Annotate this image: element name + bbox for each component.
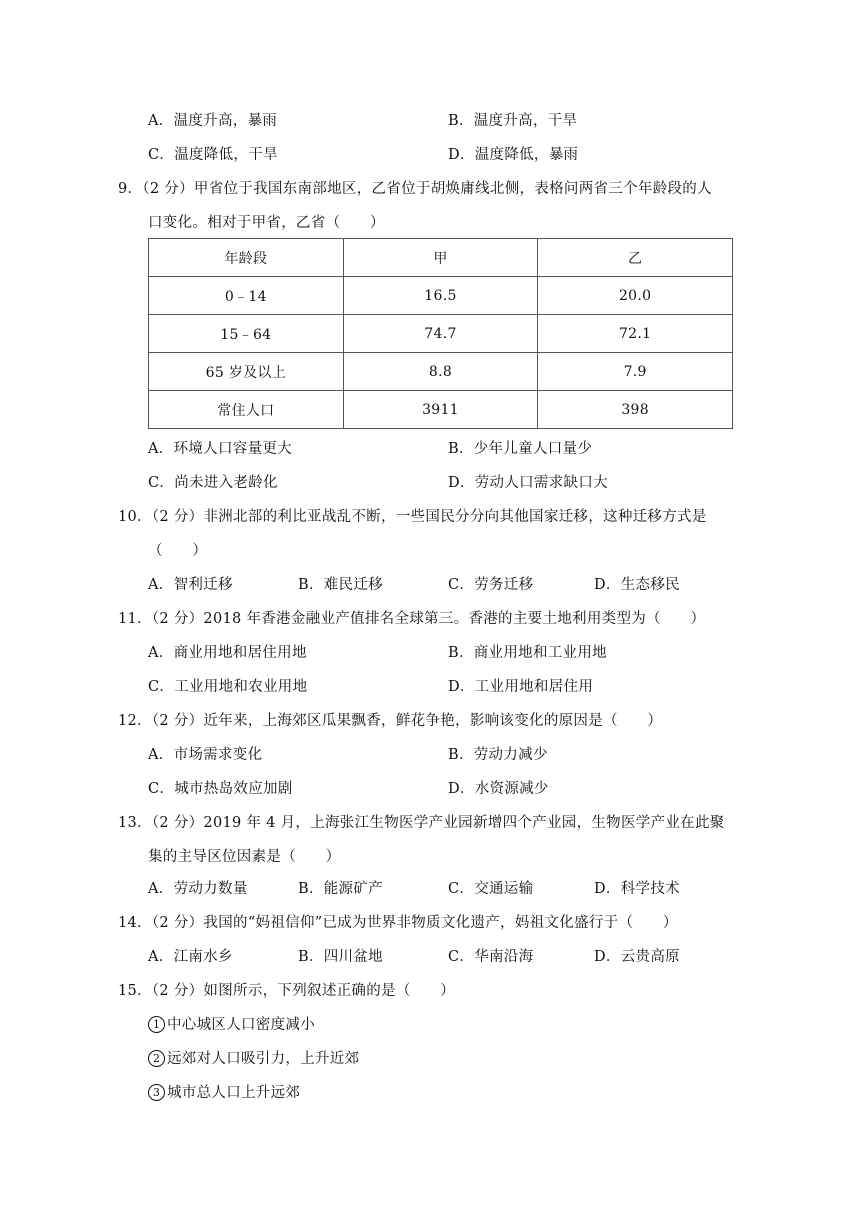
table-cell: 常住人口 <box>149 391 344 429</box>
table-cell: 74.7 <box>343 315 538 353</box>
q10-option-a: A．智利迁移 <box>148 577 233 593</box>
table-header-cell: 甲 <box>343 239 538 277</box>
q8-option-d: D．温度降低，暴雨 <box>448 147 579 163</box>
q9-stem-line1: 9．（2 分）甲省位于我国东南部地区，乙省位于胡焕庸线北侧，表格问两省三个年龄段的人 <box>118 181 712 197</box>
table-header-cell: 年龄段 <box>149 239 344 277</box>
q8-option-b: B．温度升高，干旱 <box>448 113 578 129</box>
q13-stem-line1: 13．（2 分）2019 年 4 月，上海张江生物医学产业园新增四个产业园，生物医学产业在此聚 <box>118 815 725 831</box>
q13-option-d: D．科学技术 <box>594 881 680 897</box>
statement-text: 远郊对人口吸引力，上升近郊 <box>167 1051 360 1067</box>
table-header-row <box>149 239 733 277</box>
table-row <box>149 277 733 315</box>
table-row <box>149 353 733 391</box>
statement-text: 中心城区人口密度减小 <box>167 1017 315 1033</box>
circled-number: 1 <box>148 1016 165 1033</box>
table-header-cell: 乙 <box>538 239 733 277</box>
table-cell: 8.8 <box>343 353 538 391</box>
q14-stem-line1: 14．（2 分）我国的“妈祖信仰”已成为世界非物质文化遗产，妈祖文化盛行于（ ） <box>118 915 678 931</box>
q13-stem-line2: 集的主导区位因素是（ ） <box>148 849 341 865</box>
q10-option-d: D．生态移民 <box>594 577 680 593</box>
q10-stem-line1: 10．（2 分）非洲北部的利比亚战乱不断，一些国民分分向其他国家迁移，这种迁移方式是 <box>118 509 707 525</box>
q9-stem-line2: 口变化。相对于甲省，乙省（ ） <box>148 215 385 231</box>
table-cell: 65 岁及以上 <box>149 353 344 391</box>
q11-option-a: A．商业用地和居住用地 <box>148 645 307 661</box>
table-cell: 15﹣64 <box>149 315 344 353</box>
table-cell: 398 <box>538 391 733 429</box>
q11-option-c: C．工业用地和农业用地 <box>148 679 308 695</box>
q9-option-c: C．尚未进入老龄化 <box>148 475 278 491</box>
q8-option-a: A．温度升高，暴雨 <box>148 113 278 129</box>
table-cell: 0﹣14 <box>149 277 344 315</box>
table-cell: 7.9 <box>538 353 733 391</box>
q15-statement-2 <box>148 1049 359 1069</box>
table-cell: 3911 <box>343 391 538 429</box>
q12-option-b: B．劳动力减少 <box>448 747 548 763</box>
q15-statement-1 <box>148 1015 315 1035</box>
statement-text: 城市总人口上升远郊 <box>167 1085 301 1101</box>
q14-option-a: A．江南水乡 <box>148 949 233 965</box>
q14-option-c: C．华南沿海 <box>448 949 534 965</box>
q14-option-b: B．四川盆地 <box>298 949 383 965</box>
population-table <box>148 238 733 429</box>
q15-stem-line1: 15．（2 分）如图所示，下列叙述正确的是（ ） <box>118 983 456 999</box>
table-row <box>149 315 733 353</box>
q11-option-d: D．工业用地和居住用 <box>448 679 594 695</box>
q13-option-c: C．交通运输 <box>448 881 534 897</box>
table-cell: 20.0 <box>538 277 733 315</box>
q10-stem-line2: （ ） <box>148 543 208 559</box>
q12-option-d: D．水资源减少 <box>448 781 549 797</box>
q13-option-a: A．劳动力数量 <box>148 881 248 897</box>
q12-stem-line1: 12．（2 分）近年来，上海郊区瓜果飘香，鲜花争艳，影响该变化的原因是（ ） <box>118 713 663 729</box>
circled-number: 3 <box>148 1084 165 1101</box>
table-row <box>149 391 733 429</box>
q10-option-c: C．劳务迁移 <box>448 577 534 593</box>
q8-option-c: C．温度降低，干旱 <box>148 147 278 163</box>
q11-option-b: B．商业用地和工业用地 <box>448 645 607 661</box>
q14-option-d: D．云贵高原 <box>594 949 680 965</box>
q13-option-b: B．能源矿产 <box>298 881 383 897</box>
table-cell: 16.5 <box>343 277 538 315</box>
q12-option-c: C．城市热岛效应加剧 <box>148 781 293 797</box>
table-cell: 72.1 <box>538 315 733 353</box>
q12-option-a: A．市场需求变化 <box>148 747 263 763</box>
q9-option-d: D．劳动人口需求缺口大 <box>448 475 608 491</box>
q9-option-b: B．少年儿童人口量少 <box>448 441 593 457</box>
q11-stem-line1: 11．（2 分）2018 年香港金融业产值排名全球第三。香港的主要土地利用类型为（ ） <box>118 611 706 627</box>
q15-statement-3 <box>148 1083 300 1103</box>
circled-number: 2 <box>148 1050 165 1067</box>
q10-option-b: B．难民迁移 <box>298 577 383 593</box>
q9-option-a: A．环境人口容量更大 <box>148 441 292 457</box>
